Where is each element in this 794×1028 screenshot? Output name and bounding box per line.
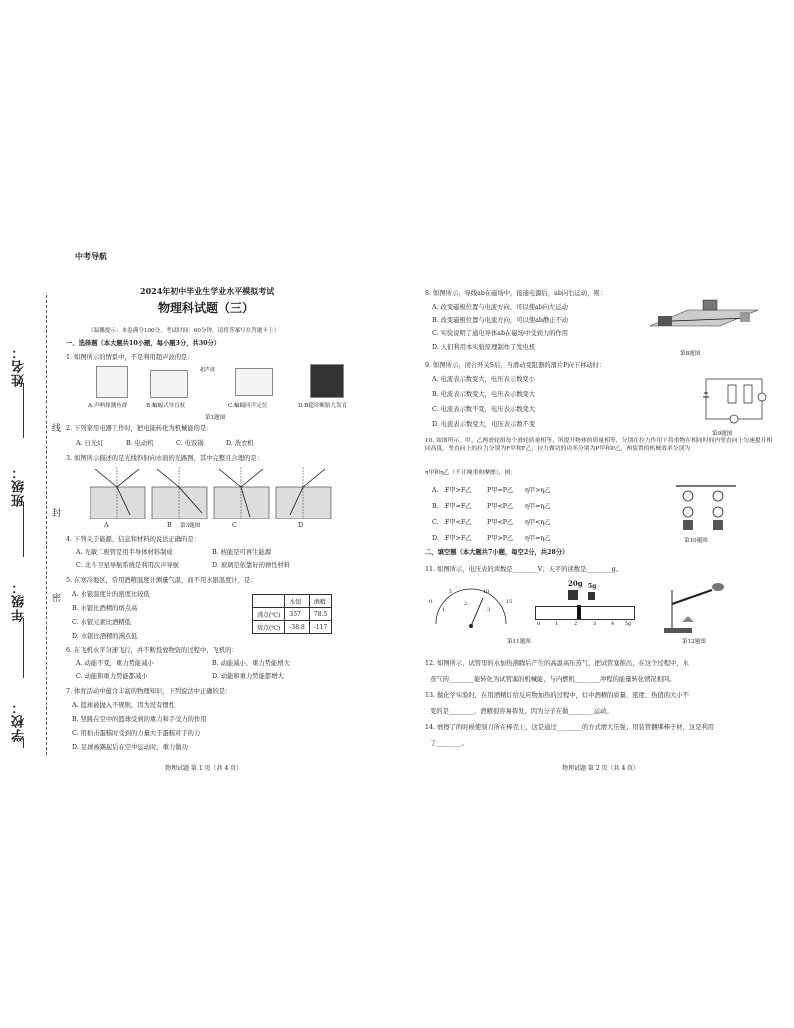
seal-secret-char: 密 [52,594,62,604]
q10-opt-a-eta: η甲>η乙 [525,487,551,494]
section2-heading: 二、填空题（本大题共7小题，每空2分，共28分） [425,549,569,556]
ruler-tick-1: 1 [555,621,559,627]
q8-opt-d: D. 人们利用本实验原理制作了发电机 [432,344,536,351]
q10-opt-a-letter: A. [432,487,439,494]
q5-th-blank [253,595,285,608]
q2-opt-d: D. 洗衣机 [226,440,254,447]
weight-5g: 5g [588,583,597,590]
q10-pulleys [676,484,736,534]
q10-fig-caption: 第10题图 [684,538,708,544]
q8-fig-caption: 第8题图 [680,351,701,357]
q4-opt-a: A. 光敏二极管是用半导体材料制成 [76,549,173,556]
name-label: 姓名： [12,345,27,387]
weight-20g: 20g [568,579,583,588]
q10-opt-d-f: F甲>F乙 [445,535,472,542]
q7-opt-c: C. 用拍击蛋糕时受到的力量大于蛋糕对手的力 [72,730,201,737]
q3-fig-a [90,467,145,519]
q5-table [252,594,332,634]
q10-opt-c-f: F甲<F乙 [445,519,472,526]
q8-figure [648,296,760,342]
q3-stem: 3. 如图所示描述的是光线斜射向水面的光路图，其中完整且合理的是： [66,455,263,462]
q13-stem: 13. 做化学实验时，在用酒精灯给反应物加热的过程中，灯中酒精的质量、密度、热值的大小不 [425,692,689,699]
balance-ruler [535,606,635,620]
q9-circuit [700,375,772,427]
q10-opt-c-eta: η甲<η乙 [525,519,551,526]
exam-title: 2024年初中毕业生学业水平模拟考试 [140,286,275,296]
q5-opt-b: B. 水银比酒精的熔点高 [72,605,138,612]
q8-opt-c: C. 实验说明了通电导体ab在磁场中受到力的作用 [432,330,569,337]
q5-stem: 5. 在寒冷地区，常用酒精温度计测量气温，而不用水银温度计，是： [66,577,257,584]
weight-20g-block [568,590,578,600]
ruler-tick-4: 4 [611,621,615,627]
q2-opt-b: B. 电动机 [126,440,154,447]
name-field[interactable] [23,383,24,438]
table-row [253,608,332,621]
q5-th-mercury: 水银 [285,595,309,608]
footer-left: 物理试题 第 1 页（共 4 页） [165,765,243,772]
q13-stem-line2: 变的是________，酒精很容易挥发，因为分子在做________运动。 [430,708,613,715]
q11-stem: 11. 如图所示，电压表的读数是________V；天平的读数是________g。 [425,566,622,573]
q3-fig-caption: 第3题图 [180,523,201,529]
meter-tick-0: 0 [429,599,433,605]
q7-opt-a: A. 篮球被抛入不规则，因为没有惯性 [72,702,176,709]
q3-label-b: B [167,522,172,529]
q4-stem: 4. 下列关于能源、信息和材料的说法正确的是： [66,536,200,543]
meter-tick-1: 1 [442,607,446,613]
meter-tick-15: 15 [506,599,513,605]
table-row [253,621,332,634]
q9-opt-d: D. 电流表示数变大，电压表示数不变 [432,421,536,428]
school-field[interactable] [23,738,24,748]
q5-opt-c: C. 水银元素比酒精低 [72,619,131,626]
q1-fig-b [150,370,188,398]
q1-opt-b: B.蝙蝠式导盲杖 [146,403,186,409]
exam-note: （温馨提示：本卷满分100分，考试时间：60分钟，请将答案写在答题卡上） [88,328,280,334]
q3-fig-c [214,467,269,519]
footer-right: 物理试题 第 2 页（共 4 页） [562,765,640,772]
q10-opt-c-p: P甲<P乙 [487,519,514,526]
subject-title: 物理科试题（三） [158,301,255,315]
q8-opt-a: A. 改变磁极位置与电流方向，可以使ab向左运动 [432,304,568,311]
class-field[interactable] [23,502,24,557]
q6-stem: 6. 在飞机水平匀速飞行，并不断投放物资的过程中，飞机的： [66,647,238,654]
binding-dashed-line [46,295,47,755]
q1-fig-c [235,368,273,396]
q6-opt-a: A. 动能不变，重力势能减小 [76,660,154,667]
q9-fig-caption: 第9题图 [712,431,733,437]
q10-opt-a-f: F甲>F乙 [445,487,472,494]
q1-opt-d: D.B超诊断胎儿发育 [298,403,348,409]
meter-tick-10: 10 [483,589,490,595]
table-cell: -117 [309,621,331,634]
q1-opt-a: A.声呐探测鱼群 [88,403,128,409]
q10-opt-b-eta: η甲=η乙 [525,503,551,510]
q5-opt-d: D. 水银比酒精的沸点低 [72,633,138,640]
ruler-tick-5g: 5g [625,621,632,627]
weight-5g-block [588,592,595,600]
q3-fig-b [152,467,207,519]
q12-figure [660,580,730,636]
q4-opt-b: B. 核能是可再生能源 [212,549,272,556]
q4-opt-d: D. 玻璃是依靠好的弹性材料 [212,562,291,569]
table-cell: -38.8 [285,621,309,634]
q1-stem: 1. 如图所示的情景中，不是利用超声波的是： [66,354,194,361]
table-cell: 357 [285,608,309,621]
meter-tick-5: 5 [449,589,453,595]
ruler-tick-2: 2 [574,621,578,627]
q10-opt-b-f: F甲=F乙 [445,503,472,510]
q11-voltmeter [428,588,514,634]
q2-opt-a: A. 日光灯 [76,440,104,447]
ruler-tick-3: 3 [593,621,597,627]
q7-stem: 7. 体育活动中蕴含丰富的物理知识，下列说法中正确的是： [66,688,232,695]
table-cell: 熔点(℃) [253,621,285,634]
q14-stem-line2: 了________。 [430,740,468,747]
q12-fig-caption: 第12题图 [682,639,706,645]
meter-tick-2: 2 [464,601,468,607]
q10-opt-b-p: P甲<P乙 [487,503,514,510]
q1-fig-a [96,366,128,398]
q10-stem-line2: η甲和η乙（不计绳重和摩擦），则： [425,470,516,476]
q4-opt-c: C. 北斗卫星导航系统是利用次声导航 [76,562,180,569]
q10-opt-a-p: P甲=P乙 [487,487,514,494]
q3-label-d: D [298,522,304,529]
q10-opt-d-p: P甲>P乙 [487,535,514,542]
q7-opt-d: D. 足球被踢起后在空中运动时，重力做功 [72,744,188,751]
q10-stem: 10. 如图所示，甲、乙两滑轮组每个滑轮质量相等，所提升物体的质量相等，分别在拉力作用下将重物在相同时间内竖直向上匀速提升相同高度，竖直向上的拉力分别为F甲和F乙，拉力做功的功率分别为P甲和P乙，两装置的机械效率分别为 [425,438,773,452]
q1-tag: 超声波 [200,367,216,373]
table-cell: 78.5 [309,608,331,621]
ruler-slider [577,605,581,619]
q8-stem: 8. 如图所示，导线ab在磁场中，接通电源后，ab向右运动，则： [425,290,607,297]
q5-th-alcohol: 酒精 [309,595,331,608]
class-label: 班级： [12,465,27,507]
q1-opt-c: C.蝙蝠回声定位 [228,403,268,409]
q3-label-a: A [104,522,109,529]
q11-fig-caption: 第11题图 [507,639,531,645]
meter-tick-3: 3 [487,607,491,613]
q2-opt-c: C. 电饭锅 [176,440,204,447]
seal-line-char: 线 [52,424,62,434]
q2-stem: 2. 下列家用电器工作时，把电能转化为机械能的是： [66,425,213,432]
q5-opt-a: A. 水银温度计的密度比较低 [72,591,150,598]
grade-label: 年级： [12,580,27,622]
header-brand: 中考导航 [75,252,107,261]
q3-fig-d [276,467,331,519]
q9-opt-c: C. 电流表示数不变，电压表示数变大 [432,406,536,413]
q6-opt-d: D. 动能和重力势能都增大 [212,673,284,680]
q12-stem: 12. 如图所示，试管里的水加热沸腾后产生的高温高压蒸气，把试管塞推出，在这个过程中，水 [425,660,689,667]
q7-opt-b: B. 竖跳在空中的篮球受到的重力和手受力的作用 [72,716,207,723]
q9-opt-b: B. 电流表示数变大，电压表示数变大 [432,391,536,398]
q9-opt-a: A. 电流表示数变大，电压表示数变小 [432,376,536,383]
q10-opt-c-letter: C. [432,519,439,526]
q3-figures [90,467,340,519]
q5-table-header-row [253,595,332,608]
grade-field[interactable] [23,618,24,678]
q12-stem-line2: 蒸气的________能转化为试管塞的机械能，与内燃机________冲程的能量转化情况相同。 [430,676,676,683]
q9-stem: 9. 如图所示，闭合开关S后，当滑动变阻器的滑片P向下移动时： [425,362,606,369]
q1-fig-caption: 第1题图 [205,415,226,421]
q10-opt-d-eta: η甲=η乙 [525,535,551,542]
table-cell: 沸点(℃) [253,608,285,621]
q10-opt-b-letter: B. [432,503,439,510]
q8-opt-b: B. 改变磁极位置与电流方向，可以使ab静止不动 [432,317,569,324]
ruler-tick-0: 0 [537,621,541,627]
q3-label-c: C [232,522,237,529]
q6-opt-c: C. 动能和重力势能都减小 [76,673,148,680]
q10-opt-d-letter: D. [432,535,439,542]
section1-heading: 一、选择题（本大题共10小题，每小题3分，共30分） [66,340,221,347]
school-label: 学校： [12,700,27,742]
q14-stem: 14. 磨擦了的时候使刻刀所在棒壳上，这是通过________的方式增大压强；用装管捆绑棒子材，这是利用 [425,724,715,731]
q1-fig-d [310,364,344,398]
seal-seal-char: 封 [52,509,62,519]
q6-opt-b: B. 动能减小，重力势能增大 [212,660,290,667]
